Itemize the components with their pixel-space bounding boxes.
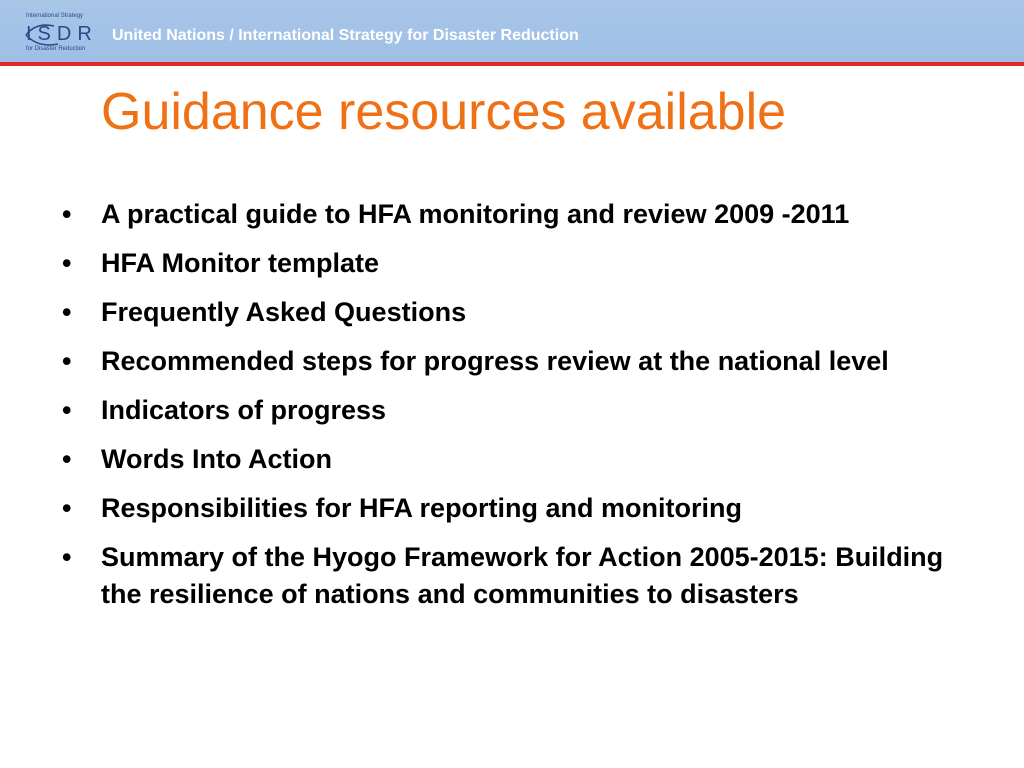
bullet-text: Words Into Action [101,444,332,474]
list-item [62,441,962,478]
bullet-text: Recommended steps for progress review at the national level [101,346,889,376]
bullet-icon: • [62,199,72,229]
slide-title: Guidance resources available [101,83,787,141]
list-item [62,343,962,380]
bullet-icon: • [62,297,72,327]
bullet-icon: • [62,248,72,278]
bullet-text: Frequently Asked Questions [101,297,467,327]
bullet-text: Summary of the Hyogo Framework for Action 2005-2015: Building the resilience of nations and communities to disasters [101,542,944,609]
list-item [62,196,962,233]
list-item [62,539,962,613]
isdr-logo [24,14,104,56]
list-item [62,294,962,331]
bullet-text: HFA Monitor template [101,248,380,278]
header-rule [0,62,1024,66]
bullet-icon: • [62,395,72,425]
bullet-icon: • [62,346,72,376]
list-item [62,245,962,282]
list-item [62,392,962,429]
header-title: United Nations / International Strategy for Disaster Reduction [112,27,579,44]
bullet-text: A practical guide to HFA monitoring and review 2009 -2011 [101,199,850,229]
bullet-icon: • [62,493,72,523]
bullet-icon: • [62,444,72,474]
bullet-text: Responsibilities for HFA reporting and monitoring [101,493,743,523]
bullet-icon: • [62,542,72,572]
logo-tag-top: International Strategy [26,13,84,19]
bullet-text: Indicators of progress [101,395,387,425]
list-item [62,490,962,527]
logo-letters: ISDR [26,23,98,45]
logo-tag-bottom: for Disaster Reduction [26,46,86,52]
bullet-list [62,196,962,625]
